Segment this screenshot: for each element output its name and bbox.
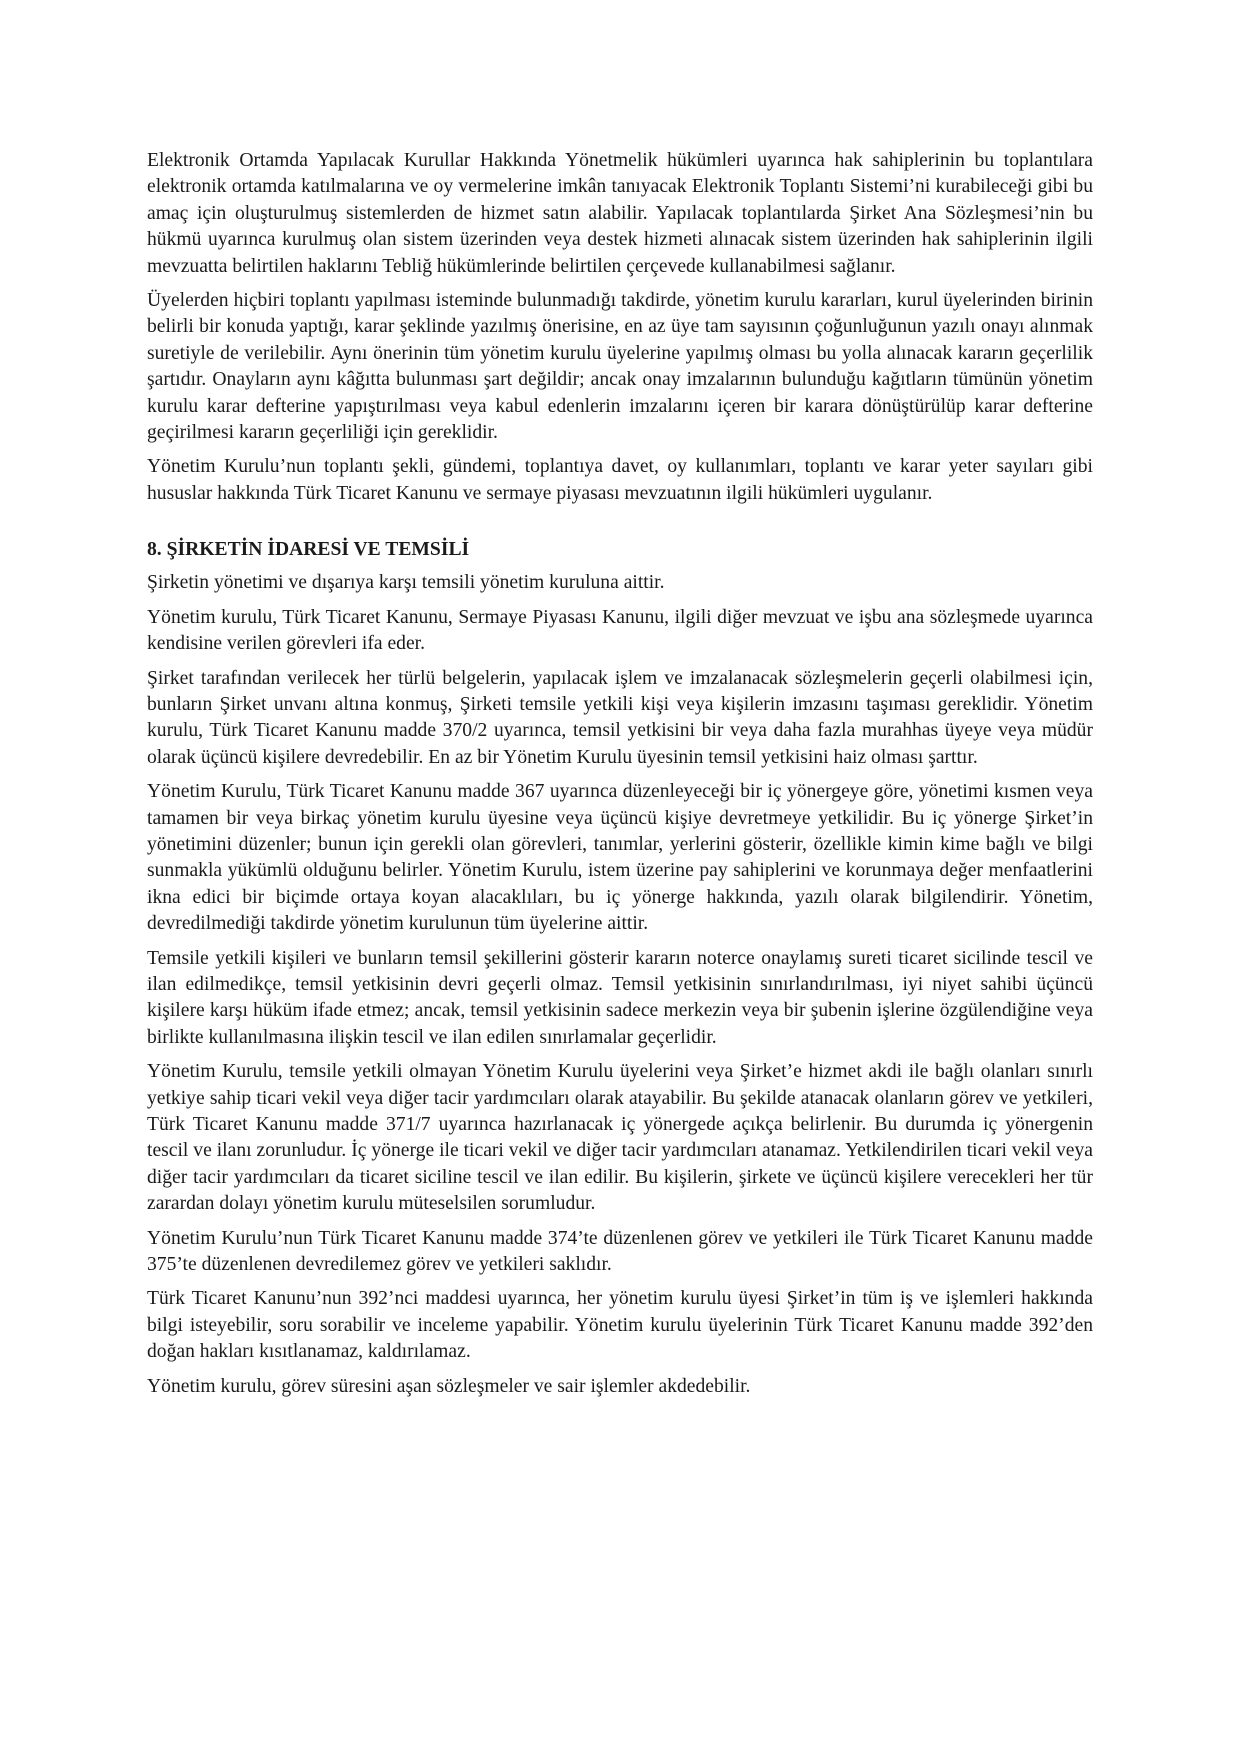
paragraph-board-duties: Yönetim kurulu, Türk Ticaret Kanunu, Sermaye Piyasası Kanunu, ilgili diğer mevzuat ve işbu ana sözleşmede uyarınca kendisine verilen görevleri ifa eder.: [147, 606, 1093, 655]
paragraph-non-delegable-duties: Yönetim Kurulu’nun Türk Ticaret Kanunu madde 374’te düzenlenen görev ve yetkileri ile Türk Ticaret Kanunu madde 375’te düzenlenen devredilemez görev ve yetkileri saklıdır.: [147, 1227, 1093, 1276]
paragraph-commercial-agents: Yönetim Kurulu, temsile yetkili olmayan Yönetim Kurulu üyelerini veya Şirket’e hizmet akdi ile bağlı olanları sınırlı yetkiye sahip ticari vekil veya diğer tacir yardımcıları olarak atayabilir. Bu şekilde atanacak olanların görev ve yetkileri, Türk Ticaret Kanunu madde 371/7 uyarınca hazırlanacak iç yönergede açıkça belirlenir. Bu durumda iç yönergenin tescil ve ilanı zorunludur. İç yönerge ile ticari vekil ve diğer tacir yardımcıları atanamaz. Yetkilendirilen ticari vekil veya diğer tacir yardımcıları da ticaret siciline tescil ve ilan edilir. Bu kişilerin, şirkete ve üçüncü kişilere verecekleri her tür zarardan dolayı yönetim kurulu müteselsilen sorumludur.: [147, 1061, 1093, 1215]
paragraph-meeting-rules: Yönetim Kurulu’nun toplantı şekli, gündemi, toplantıya davet, oy kullanımları, toplantı ve karar yeter sayıları gibi hususlar hakkında Türk Ticaret Kanunu ve sermaye piyasası mevzuatının ilgili hükümleri uygulanır.: [147, 456, 1093, 504]
document-body: [147, 148, 1093, 1408]
paragraph-electronic-meeting: Elektronik Ortamda Yapılacak Kurullar Hakkında Yönetmelik hükümleri uyarınca hak sahiplerinin bu toplantılara elektronik ortamda katılmalarına ve oy vermelerine imkân tanıyacak Elektronik Toplantı Sistemi’ni kurabileceği gibi bu amaç için oluşturulmuş sistemlerden de hizmet satın alabilir. Yapılacak toplantılarda Şirket Ana Sözleşmesi’nin bu hükmü uyarınca kurulmuş olan sistem üzerinden veya destek hizmeti alınacak sistem üzerinden hak sahiplerinin ilgili mevzuatta belirtilen haklarını Tebliğ hükümlerinde belirtilen çerçevede kullanabilmesi sağlanır.: [147, 150, 1093, 277]
paragraph-signature-authority: Şirket tarafından verilecek her türlü belgelerin, yapılacak işlem ve imzalanacak sözleşmelerin geçerli olabilmesi için, bunların Şirket unvanı altına konmuş, Şirketi temsile yetkili kişi veya kişilerin imzasını taşıması gereklidir. Yönetim kurulu, Türk Ticaret Kanunu madde 370/2 uyarınca, temsil yetkisini bir veya daha fazla murahhas üyeye veya müdür olarak üçüncü kişilere devredebilir. En az bir Yönetim Kurulu üyesinin temsil yetkisini haiz olması şarttır.: [147, 667, 1093, 768]
paragraph-management-representation: Şirketin yönetimi ve dışarıya karşı temsili yönetim kuruluna aittir.: [147, 572, 665, 594]
paragraph-contracts: Yönetim kurulu, görev süresini aşan sözleşmeler ve sair işlemler akdedebilir.: [147, 1375, 751, 1397]
paragraph-written-resolution: Üyelerden hiçbiri toplantı yapılması isteminde bulunmadığı takdirde, yönetim kurulu kararları, kurul üyelerinden birinin belirli bir konuda yaptığı, karar şeklinde yazılmış önerisine, en az üye tam sayısının çoğunluğunun yazılı onayı alınmak suretiyle de verilebilir. Aynı önerinin tüm yönetim kurulu üyelerine yapılmış olması bu yolla alınacak kararın geçerlilik şartıdır. Onayların aynı kâğıtta bulunması şart değildir; ancak onay imzalarının bulunduğu kağıtların tümünün yönetim kurulu karar defterine yapıştırılması veya kabul edenlerin imzalarını içeren bir karara dönüştürülüp karar defterine geçirilmesi kararın geçerliliği için gereklidir.: [147, 290, 1093, 444]
paragraph-internal-directive: Yönetim Kurulu, Türk Ticaret Kanunu madde 367 uyarınca düzenleyeceği bir iç yönergeye göre, yönetimi kısmen veya tamamen bir veya birkaç yönetim kurulu üyesine veya üçüncü kişiye devretmeye yetkilidir. Bu iç yönerge Şirket’in yönetimini düzenler; bunun için gerekli olan görevleri, tanımlar, yerlerini gösterir, özellikle kimin kime bağlı ve bilgi sunmakla yükümlü olduğunu belirler. Yönetim Kurulu, istem üzerine pay sahiplerini ve korunmaya değer menfaatlerini ikna edici bir biçimde ortaya koyan alacaklıları, bu iç yönerge hakkında, yazılı olarak bilgilendirir. Yönetim, devredilmediği takdirde yönetim kurulunun tüm üyelerine aittir.: [147, 781, 1093, 935]
section-heading: 8. ŞİRKETİN İDARESİ VE TEMSİLİ: [147, 539, 470, 561]
paragraph-registration: Temsile yetkili kişileri ve bunların temsil şekillerini gösterir kararın noterce onaylamış sureti ticaret sicilinde tescil ve ilan edilmedikçe, temsil yetkisinin devri geçerli olmaz. Temsil yetkisinin sınırlandırılması, iyi niyet sahibi üçüncü kişilere karşı hüküm ifade etmez; ancak, temsil yetkisinin sadece merkezin veya bir şubenin işlerine özgülendiğine veya birlikte kullanılmasına ilişkin tescil ve ilan edilen sınırlamalar geçerlidir.: [147, 947, 1093, 1048]
paragraph-information-rights: Türk Ticaret Kanunu’nun 392’nci maddesi uyarınca, her yönetim kurulu üyesi Şirket’in tüm iş ve işlemleri hakkında bilgi isteyebilir, soru sorabilir ve inceleme yapabilir. Yönetim kurulu üyelerinin Türk Ticaret Kanunu madde 392’den doğan hakları kısıtlanamaz, kaldırılamaz.: [147, 1288, 1093, 1363]
